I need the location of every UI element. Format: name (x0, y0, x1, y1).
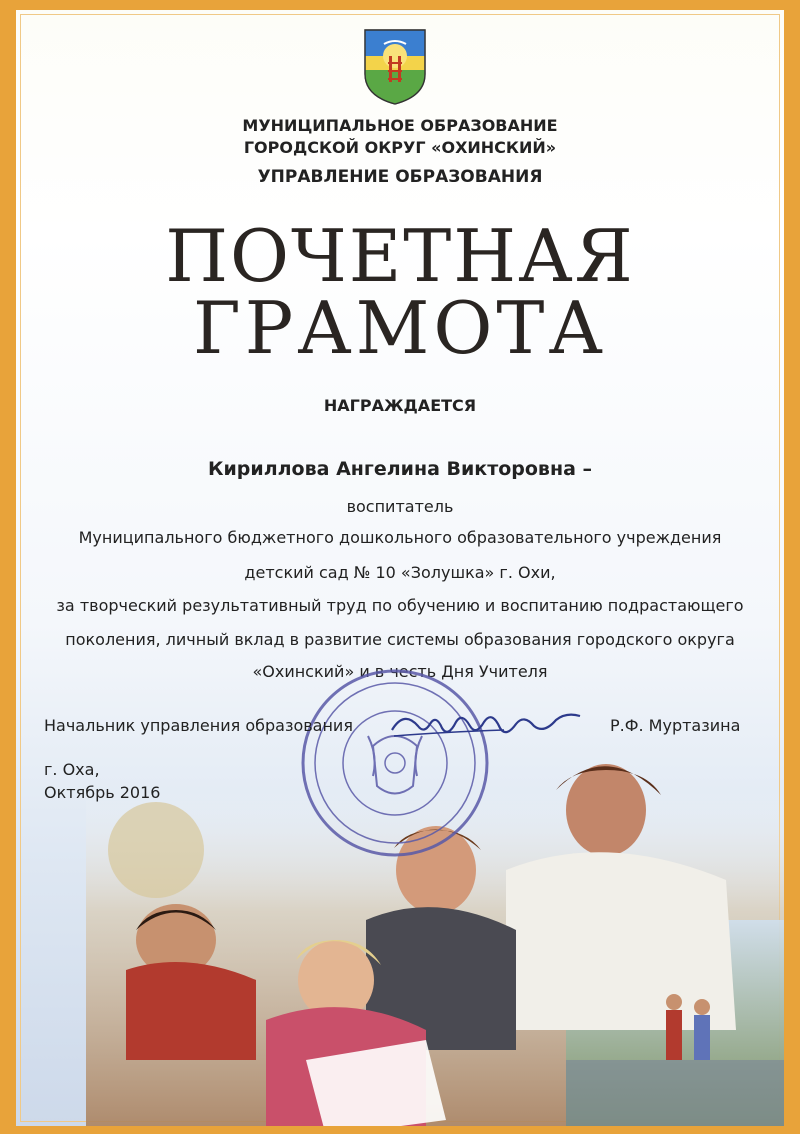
recipient-org-line-2: детский сад № 10 «Золушка» г. Охи, (244, 563, 556, 582)
coat-of-arms-icon (360, 26, 430, 106)
header-line-1: МУНИЦИПАЛЬНОЕ ОБРАЗОВАНИЕ (242, 116, 558, 135)
title-line-1: ПОЧЕТНАЯ (165, 214, 635, 298)
handwritten-signature (384, 700, 584, 750)
place-of-issue: г. Оха, (44, 760, 100, 779)
title-line-2: ГРАМОТА (193, 286, 607, 370)
header-line-3: УПРАВЛЕНИЕ ОБРАЗОВАНИЯ (257, 167, 543, 187)
reason-line-2: поколения, личный вклад в развитие системы образования городского округа (65, 630, 735, 649)
recipient-position: воспитатель (346, 497, 454, 516)
header-line-2: ГОРОДСКОЙ ОКРУГ «ОХИНСКИЙ» (243, 138, 557, 157)
recipient-name: Кириллова Ангелина Викторовна – (207, 458, 593, 480)
official-stamp-icon (298, 666, 492, 860)
date-of-issue: Октябрь 2016 (44, 783, 161, 802)
certificate-background (16, 10, 784, 1126)
reason-line-3: «Охинский» и в честь Дня Учителя (252, 662, 548, 681)
recipient-org-line-1: Муниципального бюджетного дошкольного образовательного учреждения (78, 528, 722, 547)
signatory-title: Начальник управления образования (44, 716, 353, 735)
reason-line-1: за творческий результативный труд по обучению и воспитанию подрастающего (56, 596, 744, 615)
awarded-label: НАГРАЖДАЕТСЯ (323, 396, 477, 415)
signatory-name: Р.Ф. Муртазина (610, 716, 741, 735)
